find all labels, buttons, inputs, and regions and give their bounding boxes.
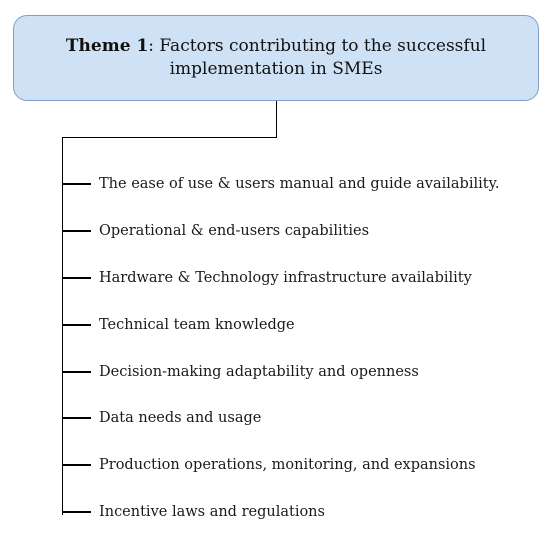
branch-tick: [63, 511, 91, 512]
factor-label: Incentive laws and regulations: [99, 504, 325, 520]
theme-title-line-2: implementation in SMEs: [169, 59, 383, 79]
factor-label: Decision-making adaptability and openness: [99, 364, 419, 380]
factor-item: [63, 266, 472, 290]
factor-item: [63, 406, 261, 430]
factor-label: Technical team knowledge: [99, 317, 295, 333]
theme-title-line-1: [66, 35, 486, 58]
connector-horizontal: [62, 137, 277, 138]
branch-tick: [63, 464, 91, 465]
branch-tick: [63, 417, 91, 418]
factor-item: [63, 219, 369, 243]
theme-title-text: : Factors contributing to the successful: [148, 36, 487, 56]
branch-tick: [63, 277, 91, 278]
branch-tick: [63, 230, 91, 231]
factor-item: [63, 360, 419, 384]
branch-tick: [63, 183, 91, 184]
factor-item: [63, 172, 499, 196]
connector-drop: [276, 101, 277, 138]
theme-box: [13, 15, 539, 101]
theme-label: Theme 1: [65, 36, 149, 56]
branch-tick: [63, 371, 91, 372]
factor-label: Production operations, monitoring, and expansions: [99, 457, 476, 473]
factor-label: The ease of use & users manual and guide availability.: [99, 176, 500, 192]
factor-label: Data needs and usage: [99, 410, 262, 426]
factor-item: [63, 453, 476, 477]
branch-tick: [63, 324, 91, 325]
factor-label: Operational & end-users capabilities: [99, 223, 370, 239]
factor-item: [63, 500, 325, 524]
factor-label: Hardware & Technology infrastructure availability: [99, 270, 472, 286]
factor-item: [63, 313, 295, 337]
